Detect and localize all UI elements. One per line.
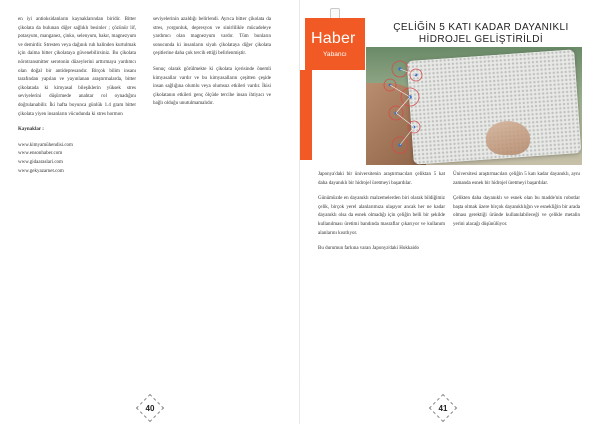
source-link[interactable]: www.kimyamühendisi.com [18, 142, 73, 148]
right-col1-paragraph-3: Bu durumun farkına varan Japonya'daki Hokkaido [318, 246, 420, 252]
source-link[interactable]: www.gidaaraslari.com [18, 159, 63, 165]
left-col2-paragraph-2: Sonuç olarak görülmekte ki çikolata içerisinde önemli kimyasallar vardır ve bu kimyasalların çeşitten çeşide insan sağlığına olumlu veya olumsuz etkileri vardır. İkisi çikolatanın etkileri genç ölçüde tercihe insan ihtiyacı ve bağlı olduğu unutulmamalıdır. [153, 66, 271, 107]
page-number-left: 40 [145, 404, 155, 413]
article-title-line-1: ÇELİĞİN 5 KATI KADAR DAYANIKLI [393, 22, 569, 33]
page-number-right: 41 [438, 404, 448, 413]
section-header-badge [305, 18, 365, 70]
right-col1-paragraph-1: Japonya'daki bir üniversitenin araştırmacıları çeliktan 5 kat daha dayanıklı bir hidrojel üretmeyi başardılar. [318, 172, 445, 186]
source-link[interactable]: www.gekyazarnet.com [18, 168, 64, 174]
article-title [376, 22, 586, 46]
left-col2-paragraph-1: seviyelerinin azaldığı belirlendi. Ayrıca bitter çikolata da stres, yorgunluk, depresyon ve sinirlilikle mücadeleye yardımcı olan magnezyum vardır. Tüm bunların sonucunda ki insanların siyah çikolataya diğer çikolata çeşitlerine daha çok tercih ettiği belirlenmiştir. [153, 17, 271, 57]
right-col2-paragraph-2: Çelikten daha dayanıklı ve esnek olan bu madde'nin robotlar başta olmak üzere birçok dayanıklılığın ve esnekliğin bir arada olması gerektiği üründe kullanılabileceği ve çelikle metalin yerini alacağı düşünülüyor. [453, 196, 580, 227]
section-brand: Haber [311, 30, 356, 47]
section-subtitle: Yabancı [323, 51, 347, 58]
right-col1-paragraph-2: Günümüzde en dayanıklı malzemelerden biri olarak bildiğimiz çelik, birçok yerel alanlarımıza ulaşıyor ancak her ne kadar dayanıklı olsa da esnek olmadığı için çeliğin belli bir şekilde kullanılması üretimi bandında masraflar çıkarıyor ve kullanım alanlarını kısıtlıyor. [318, 196, 445, 236]
article-photo [366, 47, 582, 165]
article-title-line-2: HİDROJEL GELİŞTİRİLDİ [418, 34, 544, 45]
right-column-2 [453, 171, 580, 237]
left-col1-paragraph: en iyi antioksidanların kaynaklarından biridir. Bitter çikolata da bulunan diğer sağlıklı besinler ; çözünür lif, potasyum, manganez, çinko, selenyum, bakır, magnezyum ve demirdir. Stresten veya dağınık ruh halinden kurtulmak için daima bitter çikolataya güvenebilirsiniz. Bu çikolata nörotransmitter serotonin düzeylerini arttırmaya yardımcı olan doğal bir antidepresandır. Birçok bilim insanı tarafından yapılan ve yayınlanan araştırmalarda, bitter çikolatada ki kimyasal bileşiklerin yüksek stres seviyelerini düşürmede anahtar rol oynadığını doğrulanabilir. İki hafta boyunca günlük 1.4 gram bitter çikolata yiyen insanların vücudunda ki stres hormon [18, 17, 136, 117]
sources-list [18, 142, 136, 176]
molecule-diagram-icon [366, 47, 582, 165]
left-column-2 [153, 16, 271, 116]
sources-title: Kaynaklar : [18, 127, 44, 133]
right-col2-paragraph-1: Üniversitesi araştırmacıları çeliğin 5 katı kadar dayanıklı, aynı zamanda esnek bir hidrojel üretmeyi başardılar. [453, 172, 580, 186]
left-column-1 [18, 16, 136, 176]
accent-bar [300, 70, 312, 160]
right-column-1 [318, 171, 445, 261]
source-link[interactable]: www.ensonhaber.com [18, 151, 63, 157]
